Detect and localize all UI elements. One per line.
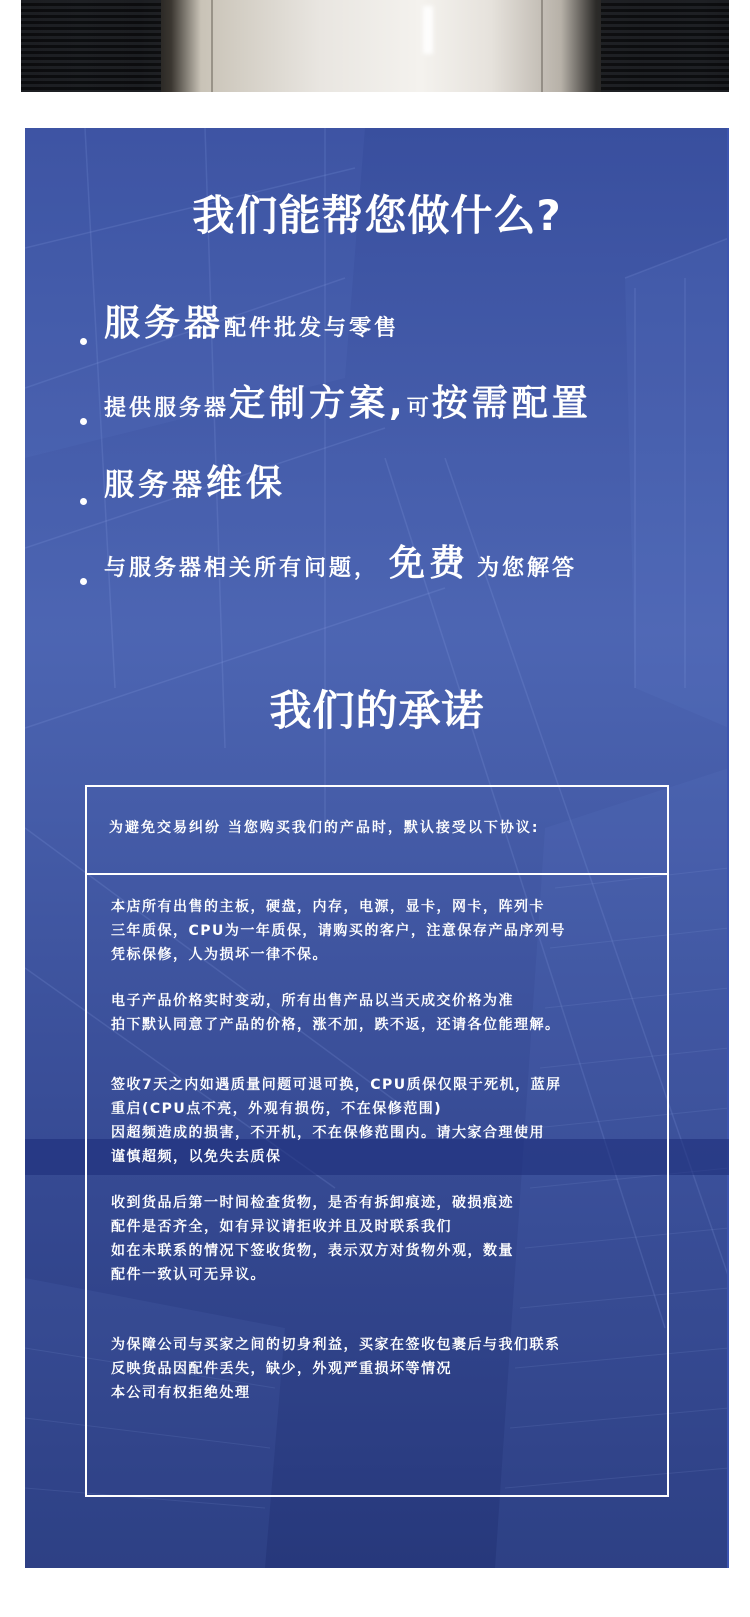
promise-intro: 为避免交易纠纷 当您购买我们的产品时，默认接受以下协议: [109,820,540,836]
server-rack-left [21,0,161,92]
service-text: 定制方案, [229,383,407,424]
service-text: 维保 [206,463,287,504]
paragraph-line: 配件一致认可无异议。 [111,1267,266,1283]
paragraph-line: 本公司有权拒绝处理 [111,1385,251,1401]
floor-seam [211,0,213,92]
bullet-dot [80,338,87,345]
service-text: 服务器 [104,303,225,344]
promise-claims-paragraph [111,1333,656,1405]
services-heading: 我们能帮您做什么? [192,191,562,240]
server-rack-right [601,0,729,92]
service-text: 服务器 [104,468,206,503]
paragraph-line: 配件是否齐全，如有异议请拒收并且及时联系我们 [111,1219,452,1235]
paragraph-line: 本店所有出售的主板，硬盘，内存，电源，显卡，网卡，阵列卡 [111,899,545,915]
bullet-dot [80,578,87,585]
service-item-free-support [80,543,720,638]
paragraph-line: 反映货品因配件丢失，缺少，外观严重损坏等情况 [111,1361,452,1377]
server-room-photo [21,0,729,92]
paragraph-line: 因超频造成的损害，不开机，不在保修范围内。请大家合理使用 [111,1125,545,1141]
paragraph-line: 为保障公司与买家之间的切身利益，买家在签收包裹后与我们联系 [111,1337,561,1353]
service-text: 与服务器相关所有问题， [104,556,380,581]
paragraph-line: 如在未联系的情况下签收货物，表示双方对货物外观，数量 [111,1243,514,1259]
service-text: 按需配置 [431,383,592,424]
services-list [80,303,720,638]
paragraph-line: 谨慎超频，以免失去质保 [111,1149,282,1165]
service-text: 为您解答 [477,556,578,581]
paragraph-line: 收到货品后第一时间检查货物，是否有拆卸痕迹，破损痕迹 [111,1195,514,1211]
ceiling-light-reflection [423,6,433,54]
service-text: 配件批发与零售 [224,316,400,341]
promise-header [87,787,667,875]
paragraph-line: 凭标保修，人为损坏一律不保。 [111,947,328,963]
panel-edge [727,128,729,1568]
promise-warranty-paragraph [111,895,656,967]
paragraph-line: 签收7天之内如遇质量问题可退可换，CPU质保仅限于死机，蓝屏 [111,1077,562,1093]
promise-return-paragraph [111,1073,656,1169]
service-text: 免费 [389,543,470,584]
service-text: 提供服务器 [104,396,230,421]
bullet-dot [80,418,87,425]
promise-pricing-paragraph [111,989,656,1037]
paragraph-line: 拍下默认同意了产品的价格，涨不加，跌不返，还请各位能理解。 [111,1017,561,1033]
bullet-dot [80,498,87,505]
service-text: 可 [406,396,432,421]
promise-inspection-paragraph [111,1191,656,1287]
paragraph-line: 电子产品价格实时变动，所有出售产品以当天成交价格为准 [111,993,514,1009]
promise-box [85,785,669,1497]
promise-heading: 我们的承诺 [269,686,485,735]
paragraph-line: 三年质保，CPU为一年质保，请购买的客户，注意保存产品序列号 [111,923,566,939]
paragraph-line: 重启(CPU点不亮，外观有损伤，不在保修范围) [111,1101,443,1117]
floor-seam [541,0,543,92]
